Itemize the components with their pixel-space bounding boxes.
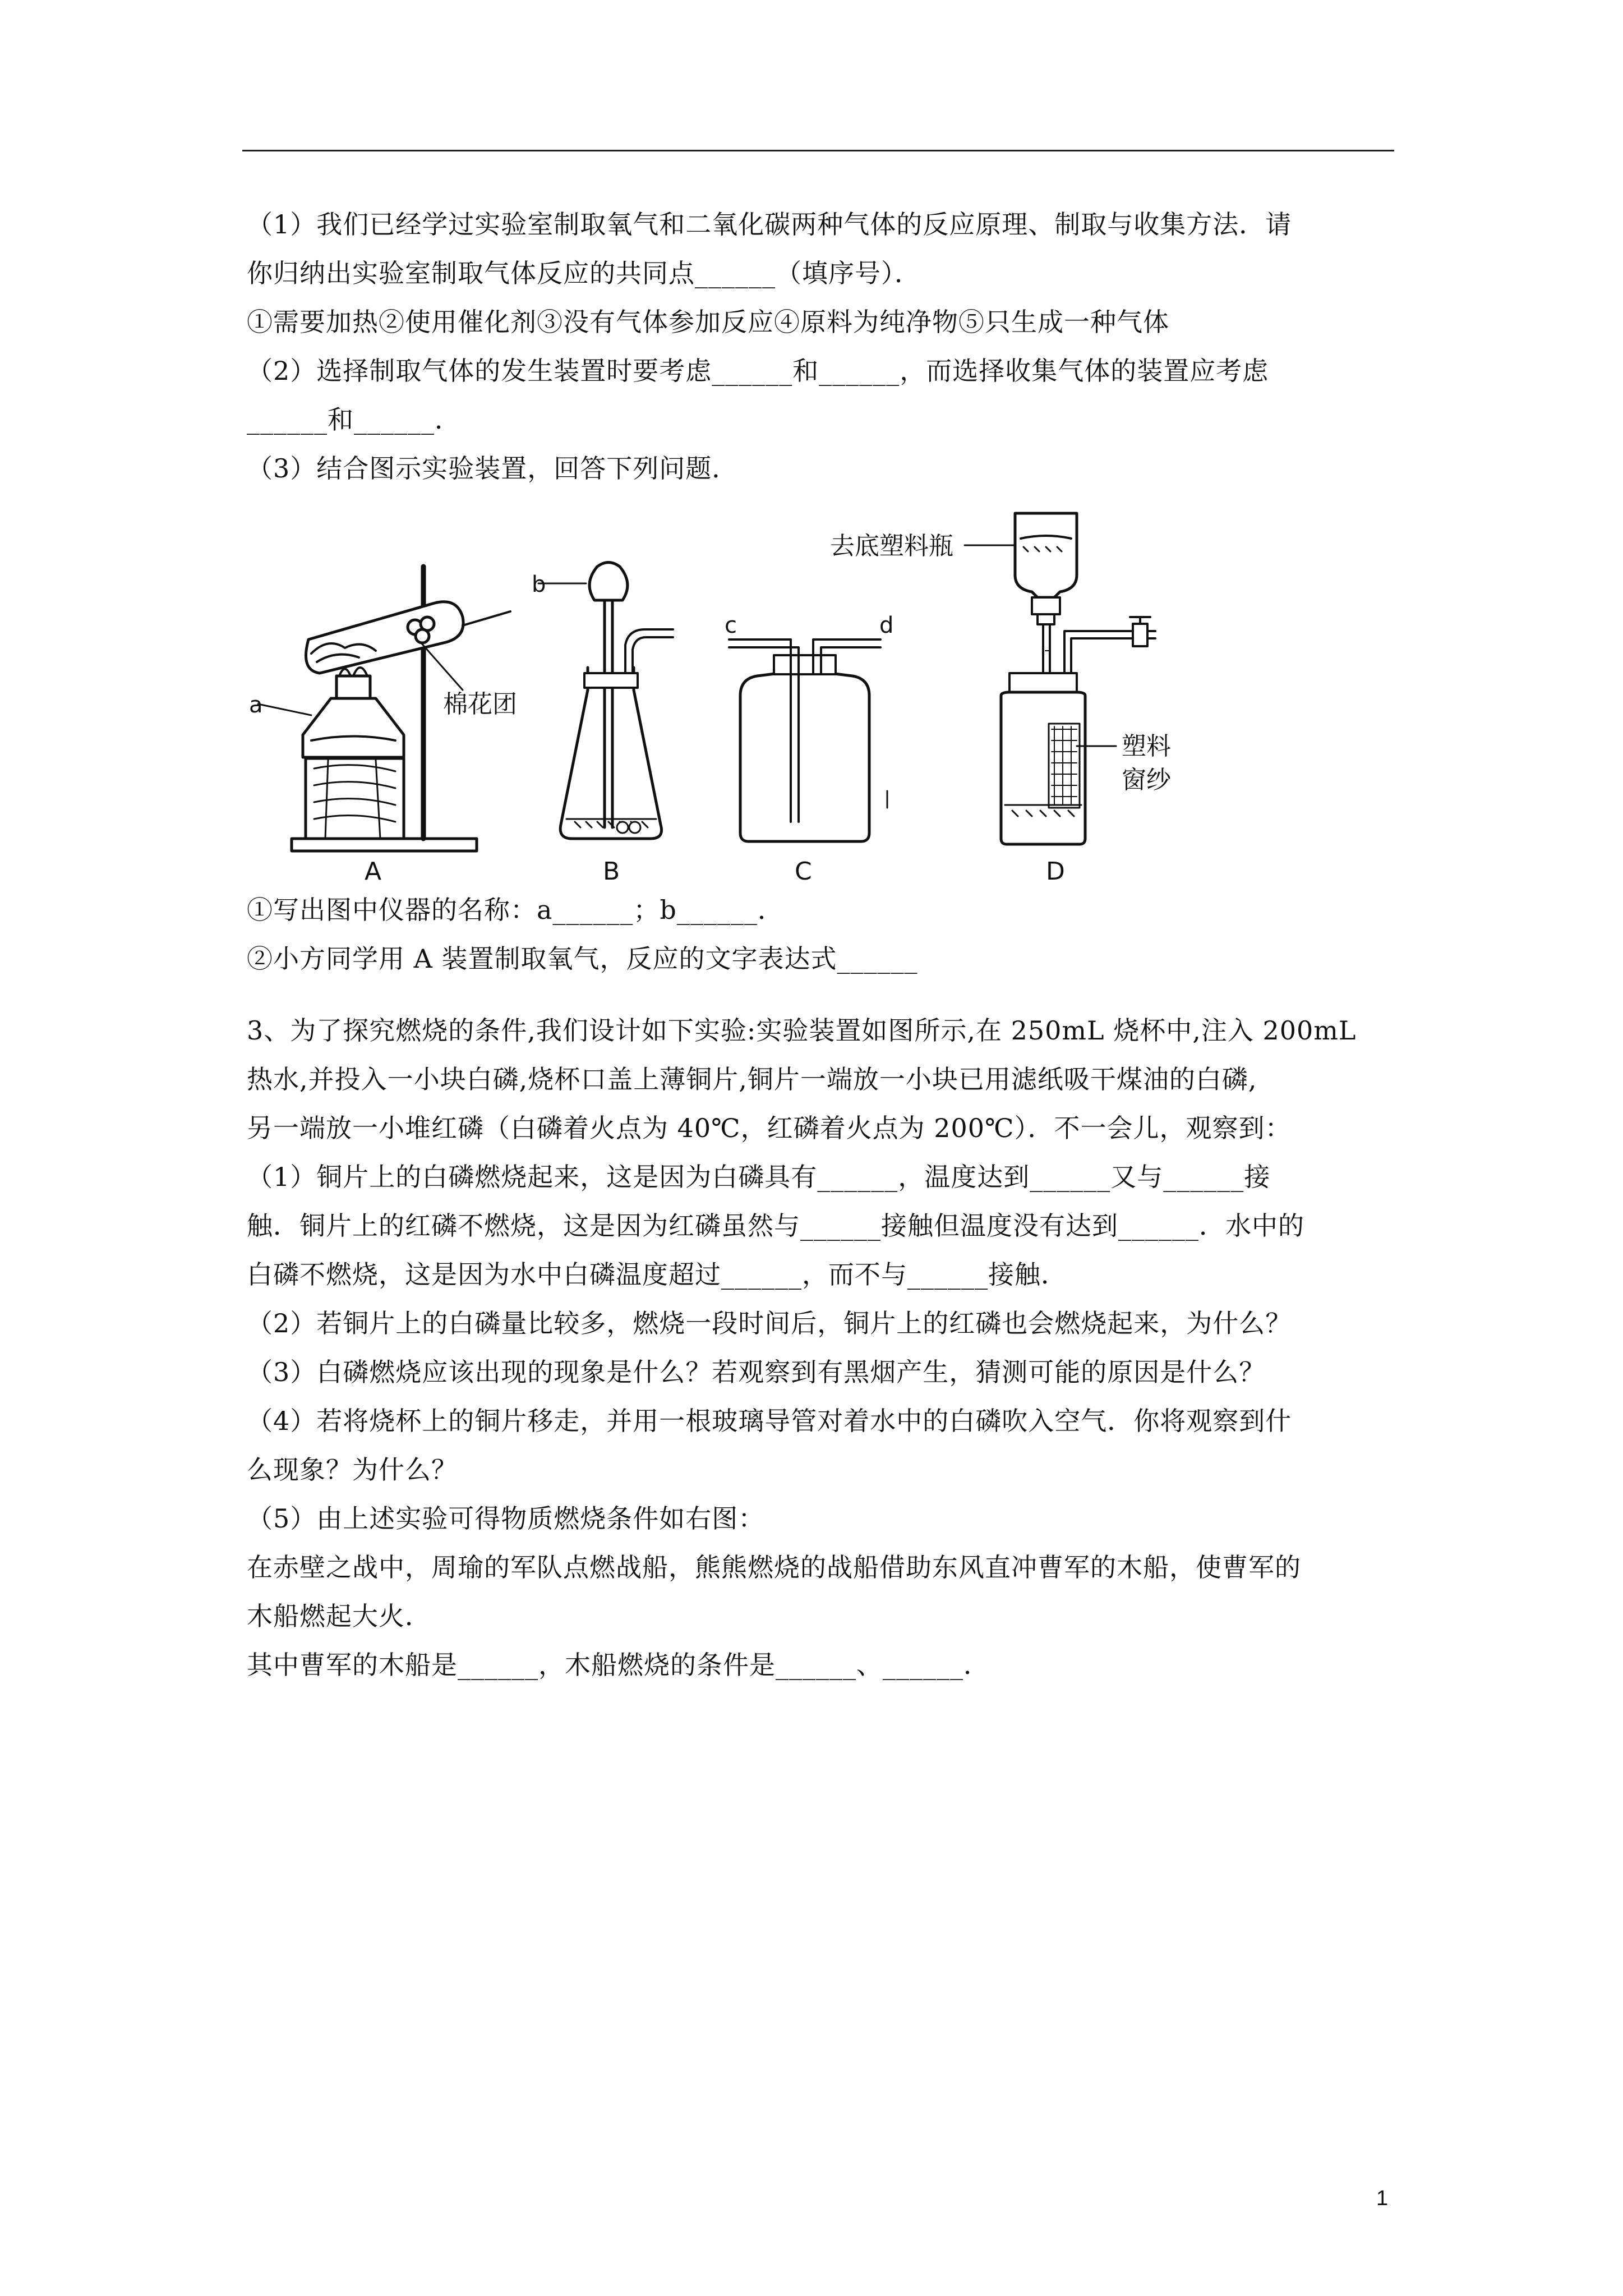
label-d: d xyxy=(879,613,894,638)
caption-b: B xyxy=(603,857,620,886)
q3-line-9: （4）若将烧杯上的铜片移走，并用一根玻璃导管对着水中的白磷吹入空气．你将观察到什 xyxy=(247,1406,1292,1436)
q3-line-3: 另一端放一小堆红磷（白磷着火点为 40℃，红磷着火点为 200℃）．不一会儿，观察到： xyxy=(247,1113,1292,1143)
q3-line-1: 3、为了探究燃烧的条件,我们设计如下实验:实验装置如图所示,在 250mL 烧杯中,注入 200mL xyxy=(247,1015,1357,1046)
apparatus-figure xyxy=(236,505,1245,892)
q2-line-5: ______和______． xyxy=(247,404,461,435)
apparatus-d xyxy=(965,513,1155,844)
label-screen-1: 塑料 xyxy=(1122,732,1171,761)
label-c: c xyxy=(725,613,737,638)
q3-line-4: （1）铜片上的白磷燃烧起来，这是因为白磷具有______，温度达到______又与______接 xyxy=(247,1162,1271,1192)
caption-a: A xyxy=(365,857,382,886)
header-rule xyxy=(242,150,1394,151)
label-screen-2: 窗纱 xyxy=(1122,766,1171,794)
label-b: b xyxy=(532,572,546,597)
caption-c: C xyxy=(795,857,812,886)
page-number: 1 xyxy=(1376,2187,1389,2210)
test-tube xyxy=(306,602,511,673)
label-cotton: 棉花团 xyxy=(443,690,517,719)
apparatus-b xyxy=(538,563,673,839)
q2-line-4: （2）选择制取气体的发生装置时要考虑______和______，而选择收集气体的装置应考虑 xyxy=(247,356,1269,386)
q3-line-10: 么现象？为什么？ xyxy=(247,1455,458,1485)
q3-line-11: （5）由上述实验可得物质燃烧条件如右图： xyxy=(247,1503,765,1534)
q3-line-14: 其中曹军的木船是______，木船燃烧的条件是______、______． xyxy=(247,1650,990,1680)
q3-line-5: 触．铜片上的红磷不燃烧，这是因为红磷虽然与______接触但温度没有达到______．水中的 xyxy=(247,1211,1304,1241)
label-a: a xyxy=(249,692,263,718)
alcohol-lamp xyxy=(303,668,404,757)
q2-line-6: （3）结合图示实验装置，回答下列问题． xyxy=(247,453,739,484)
caption-d: D xyxy=(1046,857,1065,886)
q2-blank-expression: ②小方同学用 A 装置制取氧气，反应的文字表达式______ xyxy=(247,944,918,974)
q2-options: ①需要加热②使用催化剂③没有气体参加反应④原料为纯净物⑤只生成一种气体 xyxy=(247,307,1169,337)
q3-line-2: 热水,并投入一小块白磷,烧杯口盖上薄铜片,铜片一端放一小块已用滤纸吸干煤油的白磷, xyxy=(247,1064,1257,1094)
q2-line-1: （1）我们已经学过实验室制取氧气和二氧化碳两种气体的反应原理、制取与收集方法．请 xyxy=(247,209,1292,240)
q3-line-7: （2）若铜片上的白磷量比较多，燃烧一段时间后，铜片上的红磷也会燃烧起来，为什么？ xyxy=(247,1308,1292,1338)
q2-line-2: 你归纳出实验室制取气体反应的共同点______（填序号）． xyxy=(247,258,921,288)
q3-line-12: 在赤壁之战中，周瑜的军队点燃战船，熊熊燃烧的战船借助东风直冲曹军的木船，使曹军的 xyxy=(247,1552,1301,1582)
q2-blank-names: ①写出图中仪器的名称：a______；b______． xyxy=(247,895,784,925)
label-bottle: 去底塑料瓶 xyxy=(830,532,953,560)
q3-line-8: （3）白磷燃烧应该出现的现象是什么？若观察到有黑烟产生，猜测可能的原因是什么？ xyxy=(247,1357,1266,1387)
q3-line-13: 木船燃起大火． xyxy=(247,1601,431,1631)
apparatus-c xyxy=(729,639,887,841)
q3-line-6: 白磷不燃烧，这是因为水中白磷温度超过______，而不与______接触． xyxy=(247,1259,1067,1290)
wooden-block xyxy=(306,758,404,839)
